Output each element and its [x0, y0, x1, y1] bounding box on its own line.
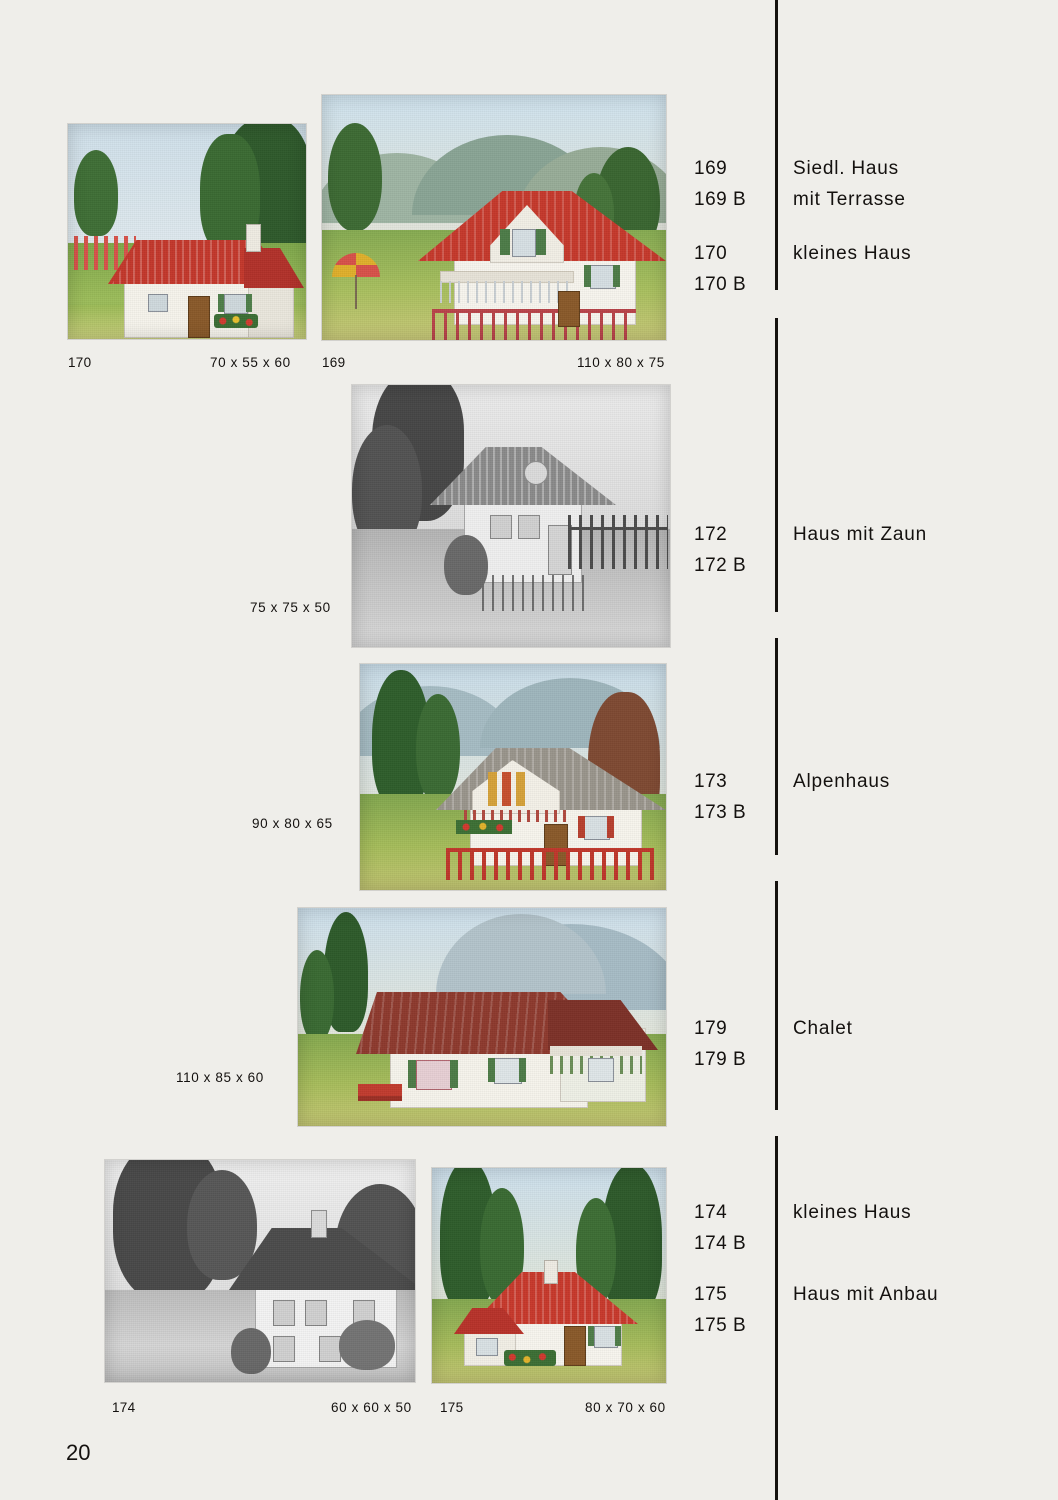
photo-173 — [360, 664, 666, 890]
photo-dimensions: 70 x 55 x 60 — [210, 355, 291, 370]
entry-number-172: 172 — [694, 524, 728, 545]
photo-179 — [298, 908, 666, 1126]
photo-dimensions: 110 x 80 x 75 — [577, 355, 665, 370]
photo-175 — [432, 1168, 666, 1383]
divider-gap — [773, 612, 781, 638]
entry-name-179: Chalet — [793, 1018, 853, 1039]
photo-caption-number: 169 — [322, 355, 346, 370]
photo-169 — [322, 95, 666, 340]
entry-number-175b: 175 B — [694, 1315, 747, 1336]
photo-dimensions: 110 x 85 x 60 — [176, 1070, 264, 1085]
entry-number-175: 175 — [694, 1284, 728, 1305]
entry-number-170: 170 — [694, 243, 728, 264]
entry-name-172: Haus mit Zaun — [793, 524, 927, 545]
divider-gap — [773, 1110, 781, 1136]
divider-gap — [773, 855, 781, 881]
entry-number-179: 179 — [694, 1018, 728, 1039]
entry-number-170b: 170 B — [694, 274, 747, 295]
entry-name-169-line1: Siedl. Haus — [793, 158, 899, 179]
entry-number-169: 169 — [694, 158, 728, 179]
page-number: 20 — [66, 1440, 91, 1465]
entry-name-173: Alpenhaus — [793, 771, 890, 792]
column-divider — [775, 0, 778, 1500]
entry-number-174: 174 — [694, 1202, 728, 1223]
photo-dimensions: 60 x 60 x 50 — [331, 1400, 412, 1415]
photo-dimensions: 75 x 75 x 50 — [250, 600, 331, 615]
photo-caption-number: 170 — [68, 355, 92, 370]
photo-174 — [105, 1160, 415, 1382]
entry-number-173: 173 — [694, 771, 728, 792]
photo-dimensions: 90 x 80 x 65 — [252, 816, 333, 831]
photo-dimensions: 80 x 70 x 60 — [585, 1400, 666, 1415]
entry-name-170: kleines Haus — [793, 243, 912, 264]
entry-name-174: kleines Haus — [793, 1202, 912, 1223]
entry-number-172b: 172 B — [694, 555, 747, 576]
entry-number-173b: 173 B — [694, 802, 747, 823]
entry-number-179b: 179 B — [694, 1049, 747, 1070]
photo-caption-number: 174 — [112, 1400, 136, 1415]
entry-name-175: Haus mit Anbau — [793, 1284, 939, 1305]
entry-number-174b: 174 B — [694, 1233, 747, 1254]
photo-170 — [68, 124, 306, 339]
photo-caption-number: 175 — [440, 1400, 464, 1415]
entry-number-169b: 169 B — [694, 189, 747, 210]
photo-172 — [352, 385, 670, 647]
divider-gap — [773, 290, 781, 318]
entry-name-169-line2: mit Terrasse — [793, 189, 906, 210]
